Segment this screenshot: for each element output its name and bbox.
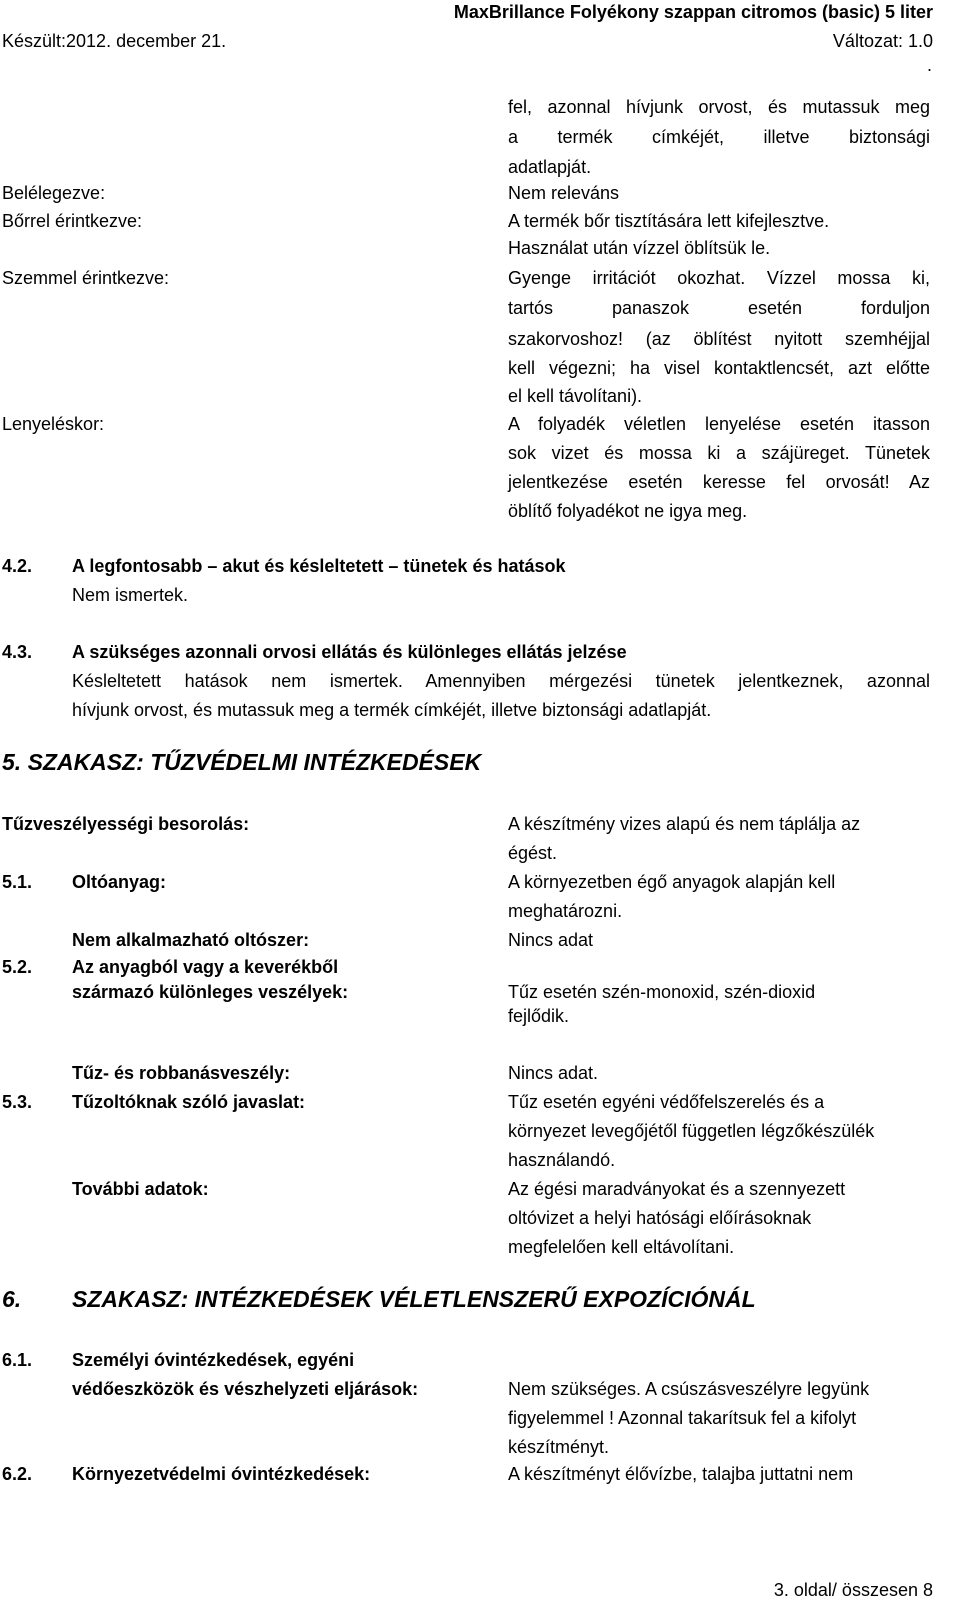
header-dot: . — [926, 55, 932, 75]
inhalation-text: Nem releváns — [508, 183, 620, 203]
further-info-text: oltóvizet a helyi hatósági előírásoknak — [508, 1208, 812, 1228]
extinguishing-media-text: A környezetben égő anyagok alapján kell — [508, 872, 836, 892]
eye-contact-text: Gyenge irritációt okozhat. Vízzel mossa ki, — [508, 268, 930, 288]
special-hazards-label: Az anyagból vagy a keverékből — [72, 957, 339, 977]
eye-contact-label: Szemmel érintkezve: — [2, 268, 170, 288]
section-6-heading: SZAKASZ: INTÉZKEDÉSEK VÉLETLENSZERŰ EXPOZÍCIÓNÁL — [72, 1286, 756, 1312]
personal-precautions-label: Személyi óvintézkedések, egyéni — [72, 1350, 355, 1370]
further-info-text: Az égési maradványokat és a szennyezett — [508, 1179, 846, 1199]
skin-contact-label: Bőrrel érintkezve: — [2, 211, 143, 231]
environmental-precautions-text: A készítményt élővízbe, talajba juttatni nem — [508, 1464, 854, 1484]
special-hazards-text: fejlődik. — [508, 1006, 570, 1026]
ingestion-text: A folyadék véletlen lenyelése esetén itasson — [508, 414, 930, 434]
further-info-text: megfelelően kell eltávolítani. — [508, 1237, 735, 1257]
document-date: Készült:2012. december 21. — [2, 31, 227, 51]
eye-contact-text: el kell távolítani). — [508, 386, 643, 406]
section-4-2-text: Nem ismertek. — [72, 585, 189, 605]
section-4-3-text: Késleltetett hatások nem ismertek. Amennyiben mérgezési tünetek jelentkeznek, azonnal — [72, 671, 930, 691]
document-product-title: MaxBrillance Folyékony szappan citromos (basic) 5 liter — [453, 2, 933, 22]
firefighter-advice-text: Tűz esetén egyéni védőfelszerelés és a — [508, 1092, 825, 1112]
unsuitable-media-value: Nincs adat — [508, 930, 594, 950]
section-5-heading: 5. SZAKASZ: TŰZVÉDELMI INTÉZKEDÉSEK — [2, 749, 482, 775]
section-number: 4.2. — [2, 556, 33, 576]
firefighter-advice-text: használandó. — [508, 1150, 616, 1170]
explosion-hazard-label: Tűz- és robbanásveszély: — [72, 1063, 291, 1083]
ingestion-text: öblítő folyadékot ne igya meg. — [508, 501, 748, 521]
fire-class-text: A készítmény vizes alapú és nem táplálja az — [508, 814, 861, 834]
skin-contact-text: A termék bőr tisztítására lett kifejlesztve. — [508, 211, 830, 231]
special-hazards-text: Tűz esetén szén-monoxid, szén-dioxid — [508, 982, 816, 1002]
first-aid-continuation-line: adatlapját. — [508, 157, 592, 177]
document-version: Változat: 1.0 — [832, 31, 933, 51]
ingestion-label: Lenyeléskor: — [2, 414, 105, 434]
environmental-precautions-label: Környezetvédelmi óvintézkedések: — [72, 1464, 371, 1484]
extinguishing-media-text: meghatározni. — [508, 901, 623, 921]
first-aid-continuation-line: a termék címkéjét, illetve biztonsági — [508, 127, 930, 147]
section-number: 5.2. — [2, 957, 33, 977]
eye-contact-text: tartós panaszok esetén forduljon — [508, 298, 930, 318]
fire-class-text: égést. — [508, 843, 558, 863]
further-info-label: További adatok: — [72, 1179, 209, 1199]
section-number: 4.3. — [2, 642, 33, 662]
ingestion-text: jelentkezése esetén keresse fel orvosát! Az — [508, 472, 930, 492]
page-number: 3. oldal/ összesen 8 — [773, 1580, 933, 1600]
section-number: 5.1. — [2, 872, 33, 892]
fire-class-label: Tűzveszélyességi besorolás: — [2, 814, 250, 834]
firefighter-advice-label: Tűzoltóknak szóló javaslat: — [72, 1092, 306, 1112]
personal-precautions-text: figyelemmel ! Azonnal takarítsuk fel a kifolyt — [508, 1408, 857, 1428]
inhalation-label: Belélegezve: — [2, 183, 106, 203]
extinguishing-media-label: Oltóanyag: — [72, 872, 167, 892]
section-number: 6.2. — [2, 1464, 33, 1484]
section-number: 6.1. — [2, 1350, 33, 1370]
eye-contact-text: szakorvoshoz! (az öblítést nyitott szemhéjjal — [508, 329, 930, 349]
section-number: 5.3. — [2, 1092, 33, 1112]
personal-precautions-label: védőeszközök és vészhelyzeti eljárások: — [72, 1379, 419, 1399]
ingestion-text: sok vizet és mossa ki a szájüreget. Tünetek — [508, 443, 930, 463]
skin-contact-text: Használat után vízzel öblítsük le. — [508, 238, 771, 258]
eye-contact-text: kell végezni; ha visel kontaktlencsét, azt előtte — [508, 358, 930, 378]
first-aid-continuation-line: fel, azonnal hívjunk orvost, és mutassuk meg — [508, 97, 930, 117]
section-4-3-title: A szükséges azonnali orvosi ellátás és különleges ellátás jelzése — [72, 642, 627, 662]
section-number: 6. — [2, 1286, 22, 1312]
section-4-3-text: hívjunk orvost, és mutassuk meg a termék címkéjét, illetve biztonsági adatlapját. — [72, 700, 712, 720]
firefighter-advice-text: környezet levegőjétől független légzőkészülék — [508, 1121, 875, 1141]
unsuitable-media-label: Nem alkalmazható oltószer: — [72, 930, 310, 950]
section-4-2-title: A legfontosabb – akut és késleltetett – tünetek és hatások — [72, 556, 566, 576]
personal-precautions-text: Nem szükséges. A csúszásveszélyre legyünk — [508, 1379, 870, 1399]
personal-precautions-text: készítményt. — [508, 1437, 610, 1457]
explosion-hazard-value: Nincs adat. — [508, 1063, 599, 1083]
special-hazards-label: származó különleges veszélyek: — [72, 982, 349, 1002]
